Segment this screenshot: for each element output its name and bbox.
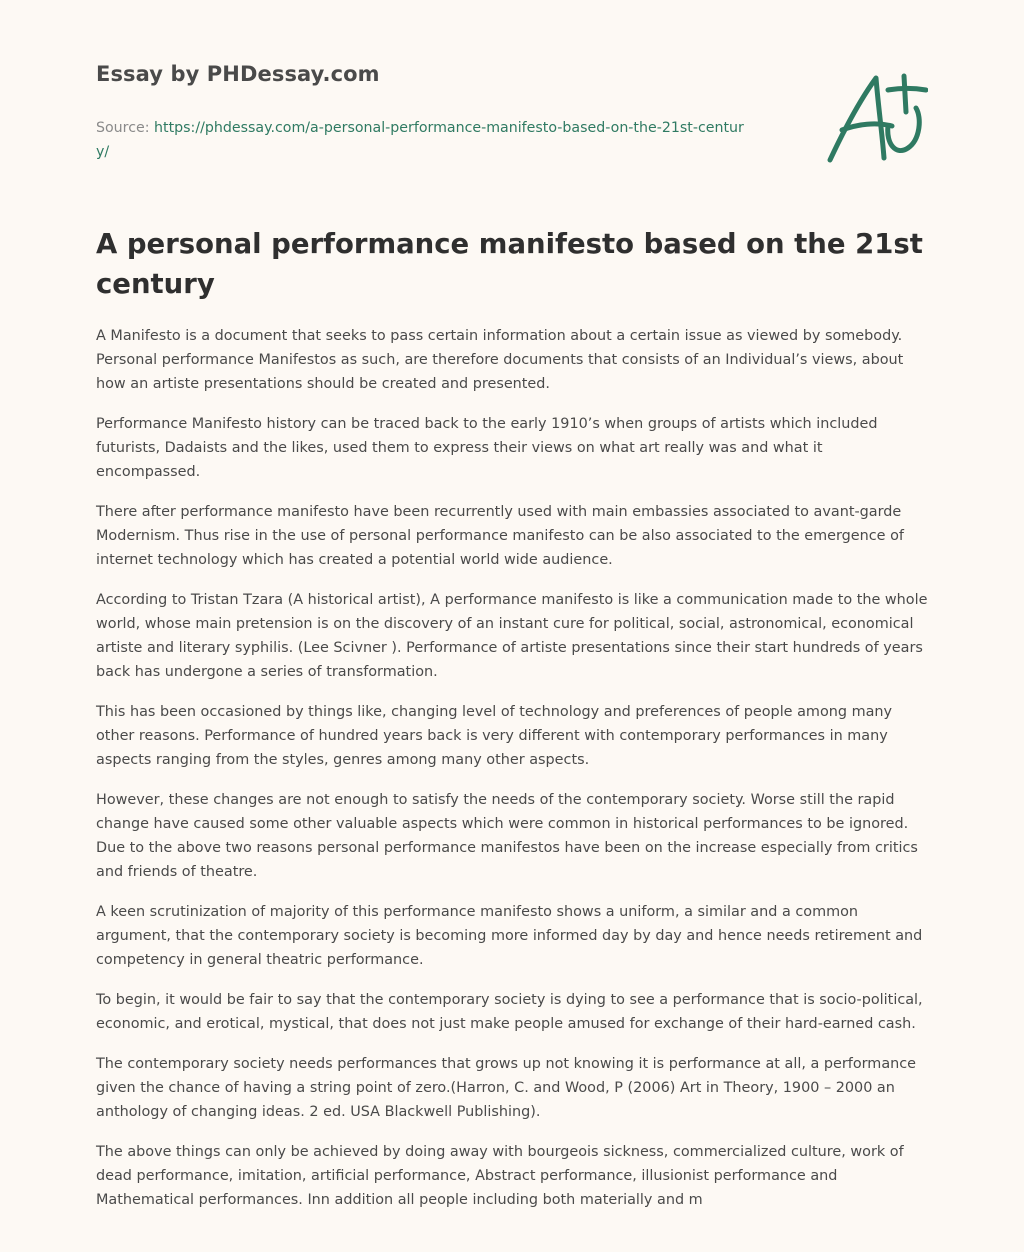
source-link[interactable]: https://phdessay.com/a-personal-performance-manifesto-based-on-the-21st-century/ xyxy=(96,120,744,160)
site-brand: Essay by PHDessay.com xyxy=(96,62,380,86)
paragraph: Performance Manifesto history can be traced back to the early 1910’s when groups of artists which included futurists, Dadaists and the likes, used them to express their views on what art really was and what it encompassed. xyxy=(96,416,878,480)
a-plus-grade-icon xyxy=(822,68,928,166)
article-title: A personal performance manifesto based on the 21st century xyxy=(96,228,923,300)
paragraph: A keen scrutinization of majority of this performance manifesto shows a uniform, a similar and a common argument, that the contemporary society is becoming more informed day by day and hence needs retirement and competency in general theatric performance. xyxy=(96,904,923,968)
paragraph: To begin, it would be fair to say that the contemporary society is dying to see a performance that is socio-political, economic, and erotical, mystical, that does not just make people amused for exchange of their hard-earned cash. xyxy=(96,992,923,1032)
paragraph: The above things can only be achieved by doing away with bourgeois sickness, commercialized culture, work of dead performance, imitation, artificial performance, Abstract performance, illusionist performance and Mathematical performances. Inn addition all people including both materially and m xyxy=(96,1144,904,1208)
page-header xyxy=(96,62,756,164)
paragraph: According to Tristan Tzara (A historical artist), A performance manifesto is like a communication made to the whole world, whose main pretension is on the discovery of an instant cure for political, social, astronomical, economical artiste and literary syphilis. (Lee Scivner ). Performance of artiste presentations since their start hundreds of years back has undergone a series of transformation. xyxy=(96,592,928,680)
paragraph: However, these changes are not enough to satisfy the needs of the contemporary society. Worse still the rapid change have caused some other valuable aspects which were common in historical performances to be ignored. Due to the above two reasons personal performance manifestos have been on the increase especially from critics and friends of theatre. xyxy=(96,792,918,880)
paragraph: The contemporary society needs performances that grows up not knowing it is performance at all, a performance given the chance of having a string point of zero.(Harron, C. and Wood, P (2006) Art in Theory, 1900 – 2000 an anthology of changing ideas. 2 ed. USA Blackwell Publishing). xyxy=(96,1056,917,1120)
source-line xyxy=(96,116,756,164)
paragraph: There after performance manifesto have been recurrently used with main embassies associated to avant-garde Modernism. Thus rise in the use of personal performance manifesto can be also associated to the emergence of internet technology which has created a potential world wide audience. xyxy=(96,504,904,568)
source-label: Source: xyxy=(96,120,155,136)
paragraph: A Manifesto is a document that seeks to pass certain information about a certain issue as viewed by somebody. Personal performance Manifestos as such, are therefore documents that consists of an Individual’s views, about how an artiste presentations should be created and presented. xyxy=(96,328,904,392)
article-body xyxy=(96,324,928,1228)
paragraph: This has been occasioned by things like, changing level of technology and preferences of people among many other reasons. Performance of hundred years back is very different with contemporary performances in many aspects ranging from the styles, genres among many other aspects. xyxy=(96,704,893,768)
